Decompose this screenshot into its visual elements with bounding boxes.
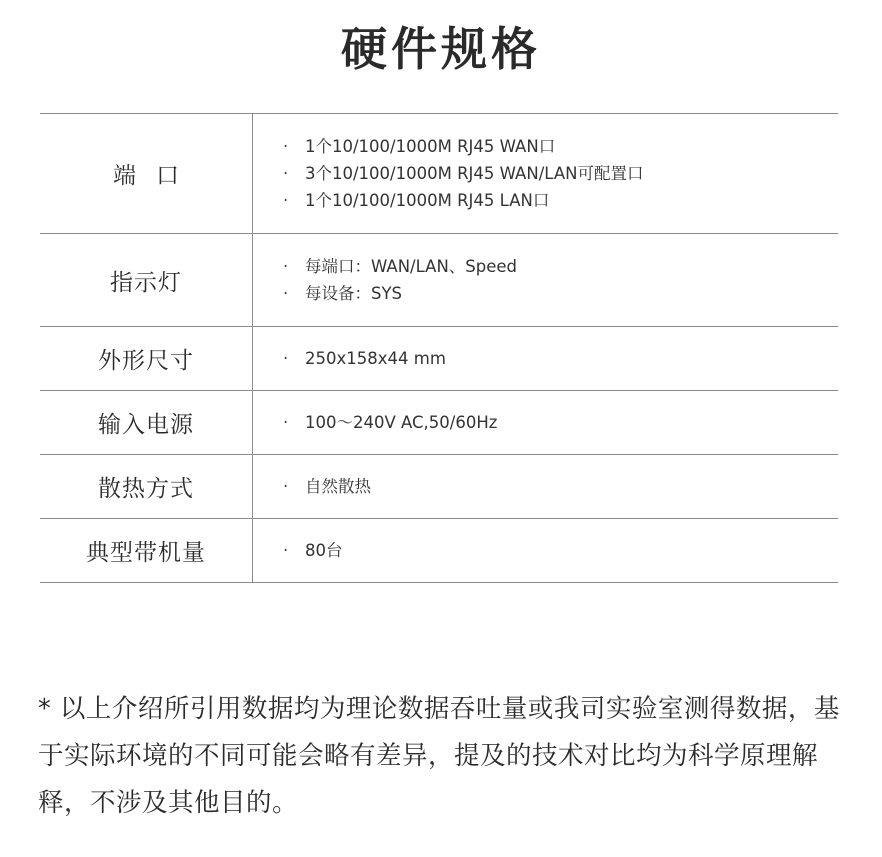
item-text: 80台	[305, 541, 343, 560]
bullet-icon: ·	[283, 284, 289, 303]
spec-items	[283, 133, 838, 214]
item-text: 3个10/100/1000M RJ45 WAN/LAN可配置口	[305, 164, 644, 183]
spec-row-port	[40, 114, 838, 234]
spec-value	[253, 519, 839, 583]
spec-label: 输入电源	[40, 391, 253, 455]
spec-table	[40, 113, 838, 583]
spec-items	[283, 345, 838, 372]
bullet-icon: ·	[283, 257, 289, 276]
bullet-icon: ·	[283, 164, 289, 183]
spec-label: 外形尺寸	[40, 327, 253, 391]
bullet-icon: ·	[283, 541, 289, 560]
bullet-icon: ·	[283, 413, 289, 432]
spec-row-dimensions	[40, 327, 838, 391]
spec-row-indicator	[40, 234, 838, 327]
list-item	[283, 160, 838, 187]
bullet-icon: ·	[283, 477, 289, 496]
list-item	[283, 187, 838, 214]
list-item	[283, 537, 838, 564]
spec-items	[283, 409, 838, 436]
item-text: 250x158x44 mm	[305, 349, 446, 368]
spec-row-cooling	[40, 455, 838, 519]
spec-row-power	[40, 391, 838, 455]
list-item	[283, 345, 838, 372]
spec-items	[283, 253, 838, 307]
item-text: 1个10/100/1000M RJ45 LAN口	[305, 191, 550, 210]
spec-label: 散热方式	[40, 455, 253, 519]
spec-value	[253, 455, 839, 519]
spec-value	[253, 391, 839, 455]
bullet-icon: ·	[283, 191, 289, 210]
spec-label: 典型带机量	[40, 519, 253, 583]
page-title: 硬件规格	[341, 22, 541, 76]
spec-row-capacity	[40, 519, 838, 583]
spec-label: 指示灯	[40, 234, 253, 327]
item-text: 100～240V AC,50/60Hz	[305, 413, 498, 432]
item-text: 1个10/100/1000M RJ45 WAN口	[305, 137, 556, 156]
bullet-icon: ·	[283, 349, 289, 368]
list-item	[283, 473, 838, 500]
list-item	[283, 133, 838, 160]
spec-items	[283, 537, 838, 564]
list-item	[283, 253, 838, 280]
list-item	[283, 280, 838, 307]
footnote: * 以上介绍所引用数据均为理论数据吞吐量或我司实验室测得数据，基于实际环境的不同可能会略有差异，提及的技术对比均为科学原理解释，不涉及其他目的。	[38, 694, 840, 818]
item-text: 每端口：WAN/LAN、Speed	[305, 257, 518, 276]
bullet-icon: ·	[283, 137, 289, 156]
spec-items	[283, 473, 838, 500]
item-text: 自然散热	[305, 477, 371, 496]
spec-label: 端口	[40, 114, 253, 234]
spec-value	[253, 234, 839, 327]
spec-value	[253, 114, 839, 234]
list-item	[283, 409, 838, 436]
item-text: 每设备：SYS	[305, 284, 403, 303]
spec-value	[253, 327, 839, 391]
